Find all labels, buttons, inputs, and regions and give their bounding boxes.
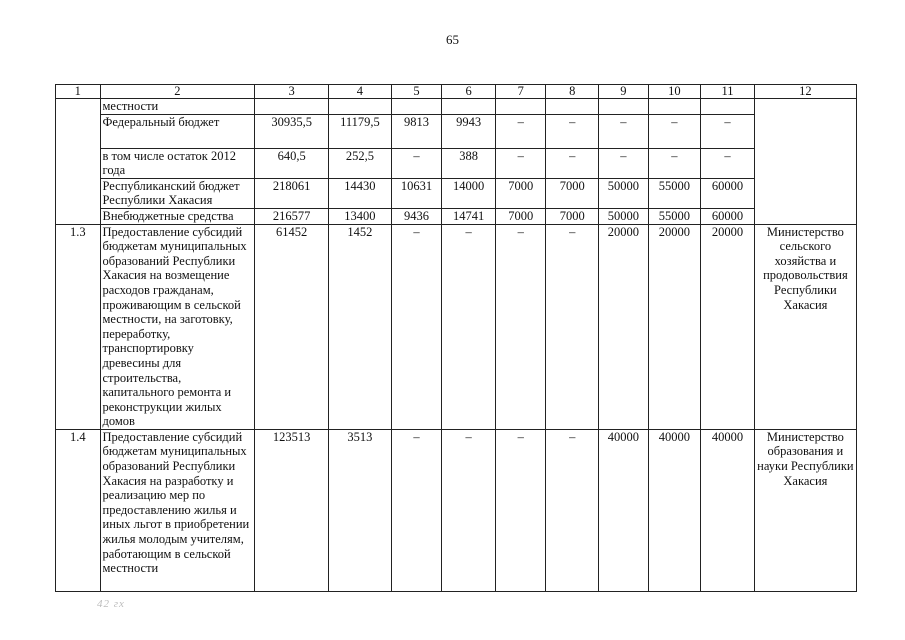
value-cell: 7000 (546, 208, 599, 224)
table-row (56, 224, 857, 429)
header-cell: 3 (255, 85, 329, 99)
header-cell: 9 (599, 85, 649, 99)
value-cell: – (648, 148, 701, 178)
header-cell: 7 (495, 85, 546, 99)
responsible-cell: Министерство образования и науки Республики Хакасия (754, 429, 856, 591)
value-cell: 9436 (391, 208, 442, 224)
header-cell: 8 (546, 85, 599, 99)
value-cell: 20000 (701, 224, 755, 429)
value-cell: – (701, 114, 755, 148)
table-header-row (56, 85, 857, 99)
value-cell: 40000 (599, 429, 649, 591)
value-cell: 7000 (546, 178, 599, 208)
value-cell: 7000 (495, 208, 546, 224)
value-cell: – (442, 429, 496, 591)
value-cell: 55000 (648, 208, 701, 224)
value-cell: 14741 (442, 208, 496, 224)
header-cell: 12 (754, 85, 856, 99)
page-number: 65 (446, 32, 459, 47)
value-cell: 11179,5 (329, 114, 392, 148)
header-cell: 2 (100, 85, 255, 99)
table-row (56, 178, 857, 208)
responsible-cell: Министерство сельского хозяйства и продовольствия Республики Хакасия (754, 224, 856, 429)
value-cell: 20000 (599, 224, 649, 429)
footer-mark: 42 гх (97, 598, 125, 610)
table-row (56, 99, 857, 115)
num-cell (56, 99, 101, 225)
value-cell: – (546, 114, 599, 148)
value-cell: – (648, 114, 701, 148)
value-cell: 13400 (329, 208, 392, 224)
budget-table (55, 84, 857, 592)
value-cell: 40000 (701, 429, 755, 591)
row-label: в том числе остаток 2012 года (100, 148, 255, 178)
row-label: Внебюджетные средства (100, 208, 255, 224)
item-number: 1.4 (56, 429, 101, 591)
value-cell (648, 99, 701, 115)
value-cell: 14000 (442, 178, 496, 208)
value-cell (599, 99, 649, 115)
value-cell: 61452 (255, 224, 329, 429)
value-cell: 3513 (329, 429, 392, 591)
value-cell: 55000 (648, 178, 701, 208)
item-number: 1.3 (56, 224, 101, 429)
item-description: Предоставление субсидий бюджетам муниципальных образований Республики Хакасия на разработку и реализацию мер по предоставлению жилья и иных льгот в приобретении жилья молодым учителям, работающим в сельской местности (100, 429, 255, 591)
value-cell: – (495, 114, 546, 148)
value-cell (329, 99, 392, 115)
table-row (56, 429, 857, 591)
value-cell: 20000 (648, 224, 701, 429)
value-cell: – (391, 429, 442, 591)
row-label: местности (100, 99, 255, 115)
table-row (56, 114, 857, 148)
value-cell: – (546, 224, 599, 429)
header-cell: 5 (391, 85, 442, 99)
value-cell: 40000 (648, 429, 701, 591)
value-cell: 60000 (701, 208, 755, 224)
value-cell: – (546, 429, 599, 591)
responsible-cell (754, 99, 856, 225)
value-cell: – (391, 148, 442, 178)
row-label: Республиканский бюджет Республики Хакасия (100, 178, 255, 208)
value-cell: – (391, 224, 442, 429)
value-cell: – (495, 224, 546, 429)
value-cell (442, 99, 496, 115)
value-cell (701, 99, 755, 115)
header-cell: 6 (442, 85, 496, 99)
header-cell: 10 (648, 85, 701, 99)
value-cell: 1452 (329, 224, 392, 429)
value-cell: – (599, 148, 649, 178)
value-cell: 640,5 (255, 148, 329, 178)
table-row (56, 208, 857, 224)
value-cell: 218061 (255, 178, 329, 208)
value-cell (546, 99, 599, 115)
value-cell: – (442, 224, 496, 429)
item-description: Предоставление субсидий бюджетам муниципальных образований Республики Хакасия на возмещение расходов гражданам, проживающим в сельской местности, на заготовку, переработку, транспортировку древесины для строительства, капитального ремонта и реконструкции жилых домов (100, 224, 255, 429)
value-cell: 388 (442, 148, 496, 178)
value-cell: 252,5 (329, 148, 392, 178)
value-cell: 7000 (495, 178, 546, 208)
value-cell (391, 99, 442, 115)
header-cell: 1 (56, 85, 101, 99)
value-cell: – (495, 148, 546, 178)
value-cell: – (495, 429, 546, 591)
row-label: Федеральный бюджет (100, 114, 255, 148)
value-cell: 123513 (255, 429, 329, 591)
value-cell: 10631 (391, 178, 442, 208)
value-cell (495, 99, 546, 115)
value-cell: 30935,5 (255, 114, 329, 148)
header-cell: 11 (701, 85, 755, 99)
value-cell: 14430 (329, 178, 392, 208)
value-cell: 50000 (599, 208, 649, 224)
value-cell: 9943 (442, 114, 496, 148)
value-cell: 50000 (599, 178, 649, 208)
header-cell: 4 (329, 85, 392, 99)
value-cell: 9813 (391, 114, 442, 148)
value-cell: 60000 (701, 178, 755, 208)
value-cell: – (546, 148, 599, 178)
value-cell: – (701, 148, 755, 178)
value-cell: 216577 (255, 208, 329, 224)
value-cell (255, 99, 329, 115)
value-cell: – (599, 114, 649, 148)
table-row (56, 148, 857, 178)
